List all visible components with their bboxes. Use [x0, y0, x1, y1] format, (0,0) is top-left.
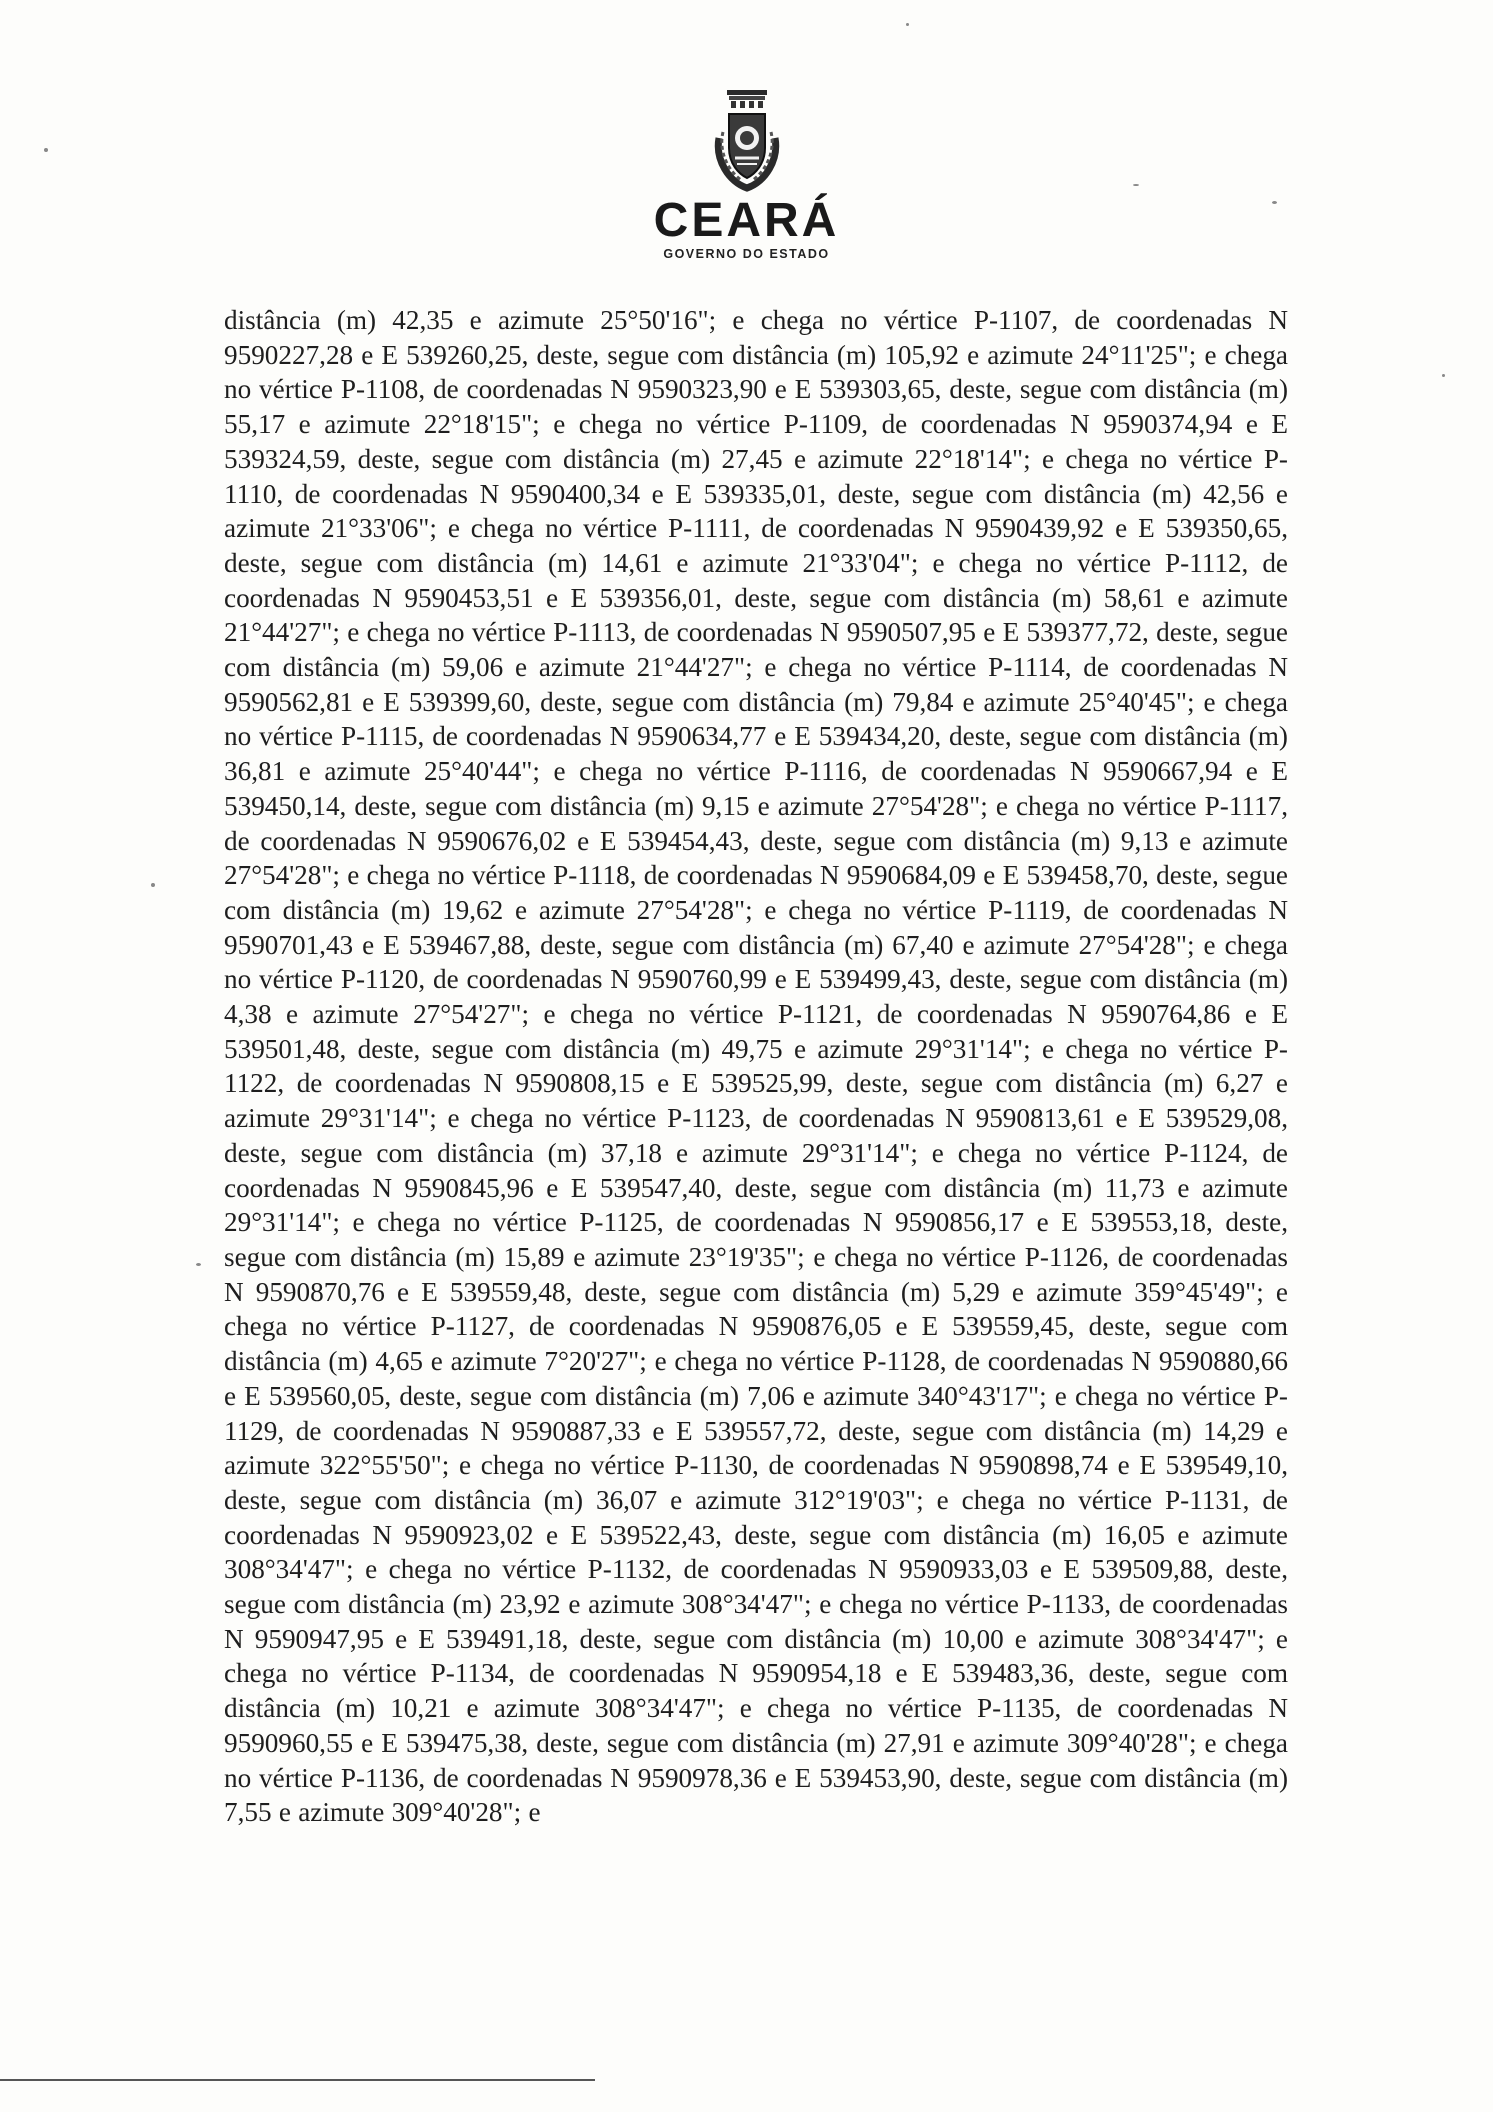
body-paragraph: distância (m) 42,35 e azimute 25°50'16"; e chega no vértice P-1107, de coordenadas N 9590227,28 e E 539260,25, deste, segue com distância (m) 105,92 e azimute 24°11'25"; e chega no vértice P-1108, de coordenadas N 9590323,90 e E 539303,65, deste, segue com distância (m) 55,17 e azimute 22°18'15"; e chega no vértice P-1109, de coordenadas N 9590374,94 e E 539324,59, deste, segue com distância (m) 27,45 e azimute 22°18'14"; e chega no vértice P-1110, de coordenadas N 9590400,34 e E 539335,01, deste, segue com distância (m) 42,56 e azimute 21°33'06"; e chega no vértice P-1111, de coordenadas N 9590439,92 e E 539350,65, deste, segue com distância (m) 14,61 e azimute 21°33'04"; e chega no vértice P-1112, de coordenadas N 9590453,51 e E 539356,01, deste, segue com distância (m) 58,61 e azimute 21°44'27"; e chega no vértice P-1113, de coordenadas N 9590507,95 e E 539377,72, deste, segue com distância (m) 59,06 e azimute 21°44'27"; e chega no vértice P-1114, de coordenadas N 9590562,81 e E 539399,60, deste, segue com distância (m) 79,84 e azimute 25°40'45"; e chega no vértice P-1115, de coordenadas N 9590634,77 e E 539434,20, deste, segue com distância (m) 36,81 e azimute 25°40'44"; e chega no vértice P-1116, de coordenadas N 9590667,94 e E 539450,14, deste, segue com distância (m) 9,15 e azimute 27°54'28"; e chega no vértice P-1117, de coordenadas N 9590676,02 e E 539454,43, deste, segue com distância (m) 9,13 e azimute 27°54'28"; e chega no vértice P-1118, de coordenadas N 9590684,09 e E 539458,70, deste, segue com distância (m) 19,62 e azimute 27°54'28"; e chega no vértice P-1119, de coordenadas N 9590701,43 e E 539467,88, deste, segue com distância (m) 67,40 e azimute 27°54'28"; e chega no vértice P-1120, de coordenadas N 9590760,99 e E 539499,43, deste, segue com distância (m) 4,38 e azimute 27°54'27"; e chega no vértice P-1121, de coordenadas N 9590764,86 e E 539501,48, deste, segue com distância (m) 49,75 e azimute 29°31'14"; e chega no vértice P-1122, de coordenadas N 9590808,15 e E 539525,99, deste, segue com distância (m) 6,27 e azimute 29°31'14"; e chega no vértice P-1123, de coordenadas N 9590813,61 e E 539529,08, deste, segue com distância (m) 37,18 e azimute 29°31'14"; e chega no vértice P-1124, de coordenadas N 9590845,96 e E 539547,40, deste, segue com distância (m) 11,73 e azimute 29°31'14"; e chega no vértice P-1125, de coordenadas N 9590856,17 e E 539553,18, deste, segue com distância (m) 15,89 e azimute 23°19'35"; e chega no vértice P-1126, de coordenadas N 9590870,76 e E 539559,48, deste, segue com distância (m) 5,29 e azimute 359°45'49"; e chega no vértice P-1127, de coordenadas N 9590876,05 e E 539559,45, deste, segue com distância (m) 4,65 e azimute 7°20'27"; e chega no vértice P-1128, de coordenadas N 9590880,66 e E 539560,05, deste, segue com distância (m) 7,06 e azimute 340°43'17"; e chega no vértice P-1129, de coordenadas N 9590887,33 e E 539557,72, deste, segue com distância (m) 14,29 e azimute 322°55'50"; e chega no vértice P-1130, de coordenadas N 9590898,74 e E 539549,10, deste, segue com distância (m) 36,07 e azimute 312°19'03"; e chega no vértice P-1131, de coordenadas N 9590923,02 e E 539522,43, deste, segue com distância (m) 16,05 e azimute 308°34'47"; e chega no vértice P-1132, de coordenadas N 9590933,03 e E 539509,88, deste, segue com distância (m) 23,92 e azimute 308°34'47"; e chega no vértice P-1133, de coordenadas N 9590947,95 e E 539491,18, deste, segue com distância (m) 10,00 e azimute 308°34'47"; e chega no vértice P-1134, de coordenadas N 9590954,18 e E 539483,36, deste, segue com distância (m) 10,21 e azimute 308°34'47"; e chega no vértice P-1135, de coordenadas N 9590960,55 e E 539475,38, deste, segue com distância (m) 27,91 e azimute 309°40'28"; e chega no vértice P-1136, de coordenadas N 9590978,36 e E 539453,90, deste, segue com distância (m) 7,55 e azimute 309°40'28"; e [224, 305, 1288, 1828]
footer-divider [0, 2079, 595, 2081]
scan-speck [906, 23, 909, 26]
scan-speck [1133, 184, 1139, 186]
scan-speck [44, 148, 48, 152]
government-label: GOVERNO DO ESTADO [663, 247, 830, 261]
scan-speck [151, 883, 155, 887]
scan-speck [1442, 374, 1445, 377]
letterhead [0, 88, 1493, 262]
state-name: CEARÁ [653, 194, 840, 247]
scan-speck [1272, 201, 1277, 204]
coat-of-arms-icon [705, 88, 789, 192]
scan-speck [196, 1263, 201, 1266]
